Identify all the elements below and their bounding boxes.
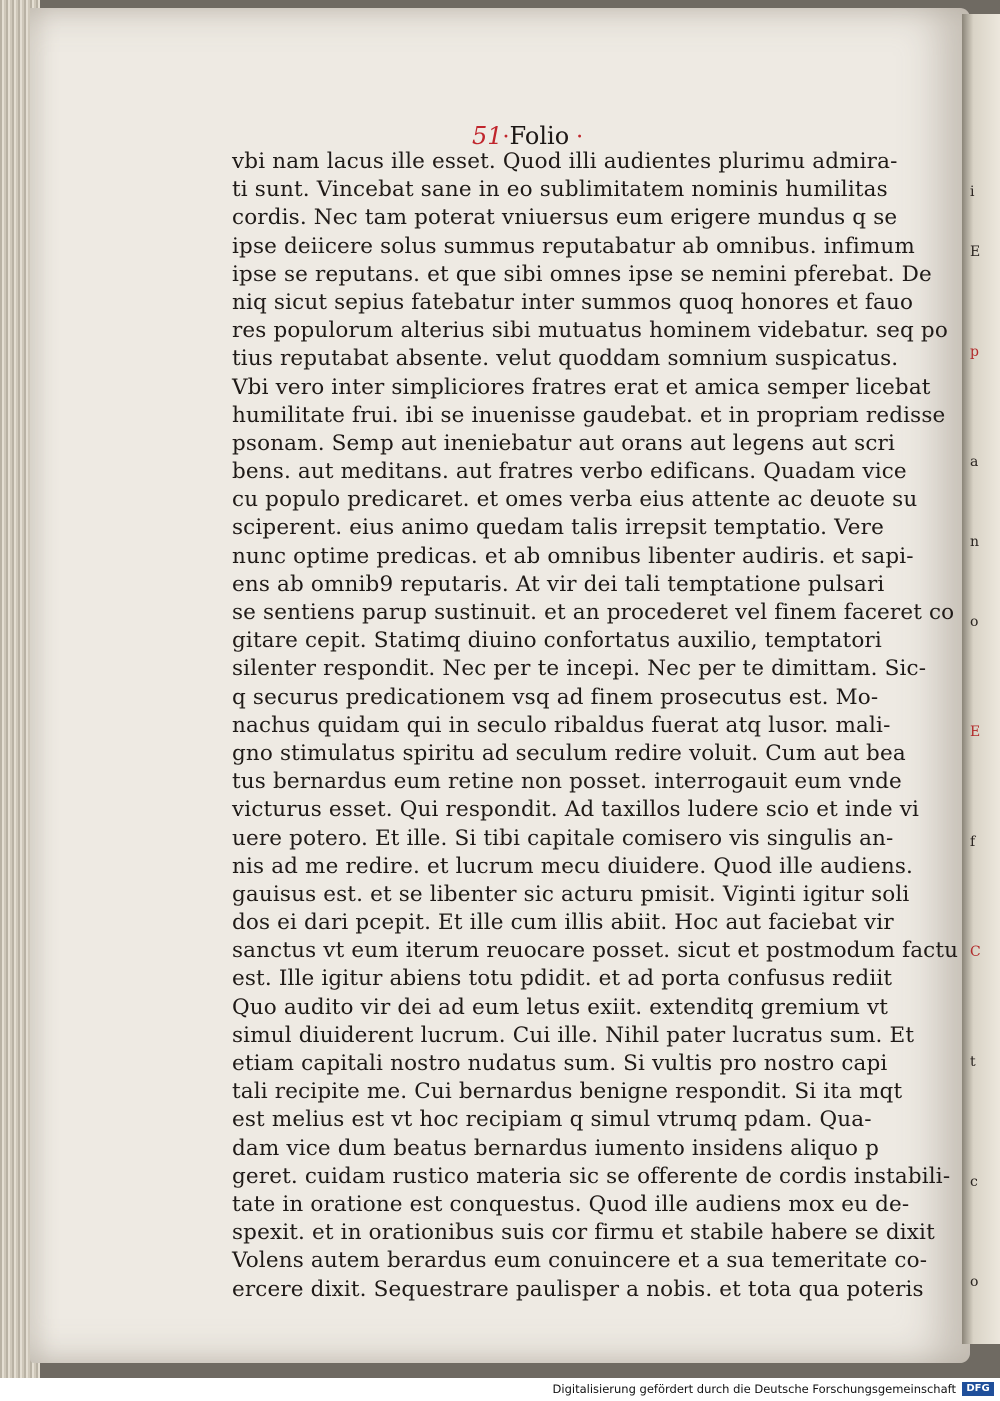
text-line: etiam capitali nostro nudatus sum. Si vultis pro nostro capi <box>232 1051 888 1076</box>
text-line: dos ei dari pcepit. Et ille cum illis abiit. Hoc aut faciebat vir <box>232 910 894 936</box>
text-line: Vbi vero inter simpliciores fratres erat et amica semper licebat <box>232 374 931 400</box>
text-line: victurus esset. Qui respondit. Ad taxillos ludere scio et inde vi <box>232 797 920 823</box>
text-line: simul diuiderent lucrum. Cui ille. Nihil pater lucratus sum. Et <box>232 1022 915 1048</box>
text-line: sciperent. eius animo quedam talis irrepsit temptatio. Vere <box>232 515 884 541</box>
text-line: ens ab omnib9 reputaris. At vir dei tali temptatione pulsari <box>232 571 885 597</box>
text-line: ercere dixit. Sequestrare paulisper a nobis. et tota qua poteris <box>232 1276 924 1302</box>
folio-label: Folio <box>509 122 570 150</box>
text-line: tali recipite me. Cui bernardus benigne respondit. Si ita mqt <box>232 1079 903 1105</box>
text-line: humilitate frui. ibi se inuenisse gaudebat. et in propriam redisse <box>232 402 946 428</box>
text-line: silenter respondit. Nec per te incepi. Nec per te dimittam. Sic- <box>232 656 927 682</box>
text-line: nachus quidam qui in seculo ribaldus fuerat atq lusor. mali- <box>232 712 891 738</box>
text-line: vbi nam lacus ille esset. Quod illi audientes plurimu admira- <box>232 149 898 174</box>
text-line: tate in oratione est conquestus. Quod ille audiens mox eu de- <box>232 1191 910 1217</box>
text-line: sanctus vt eum iterum reuocare posset. sicut et postmodum factu <box>232 938 959 964</box>
text-line: ipse se reputans. et que sibi omnes ipse se nemini pferebat. De <box>232 261 932 287</box>
text-line: geret. cuidam rustico materia sic se offerente de cordis instabili- <box>232 1163 951 1189</box>
text-line: ipse deiicere solus summus reputabatur ab omnibus. infimum <box>232 233 915 259</box>
text-line: tus bernardus eum retine non posset. interrogauit eum vnde <box>232 769 902 795</box>
text-line: est. Ille igitur abiens totu pdidit. et ad porta confusus rediit <box>232 966 893 992</box>
text-line: uere potero. Et ille. Si tibi capitale comisero vis singulis an- <box>232 825 894 851</box>
text-line: q securus predicationem vsq ad finem prosecutus est. Mo- <box>232 684 879 710</box>
text-line: nis ad me redire. et lucrum mecu diuidere. Quod ille audiens. <box>232 853 914 879</box>
text-line: gauisus est. et se libenter sic acturu pmisit. Viginti igitur soli <box>232 881 910 907</box>
folio-header: 51·Folio · <box>472 122 584 150</box>
text-line: gitare cepit. Statimq diuino confortatus auxilio, temptatori <box>232 628 882 654</box>
text-line: dam vice dum beatus bernardus iumento insidens aliquo p <box>232 1135 880 1161</box>
footer-credit: Digitalisierung gefördert durch die Deutsche Forschungsgemeinschaft <box>552 1382 956 1396</box>
text-line: bens. aut meditans. aut fratres verbo edificans. Quadam vice <box>232 459 907 485</box>
text-line: gno stimulatus spiritu ad seculum redire voluit. Cum aut bea <box>232 740 906 766</box>
dfg-logo: DFG <box>962 1382 994 1396</box>
text-line: niq sicut sepius fatebatur inter summos quoq honores et fauo <box>232 289 914 315</box>
text-line: Volens autem berardus eum conuincere et a sua temeritate co- <box>232 1248 928 1274</box>
text-line: nunc optime predicas. et ab omnibus libenter audiris. et sapi- <box>232 543 914 569</box>
text-line: tius reputabat absente. velut quoddam somnium suspicatus. <box>232 346 899 372</box>
text-line: psonam. Semp aut ineniebatur aut orans aut legens aut scri <box>232 430 896 456</box>
text-line: spexit. et in orationibus suis cor firmu et stabile habere se dixit <box>232 1220 935 1246</box>
text-line: Quo audito vir dei ad eum letus exiit. extenditq gremium vt <box>232 994 889 1020</box>
folio-number: 51 <box>472 122 503 150</box>
text-line: cu populo predicaret. et omes verba eius attente ac deuote su <box>232 487 918 513</box>
text-line: ti sunt. Vincebat sane in eo sublimitatem nominis humilitas <box>232 177 888 203</box>
text-line: res populorum alterius sibi mutuatus hominem videbatur. seq po <box>232 318 948 344</box>
footer <box>0 1378 1000 1401</box>
text-line: est melius est vt hoc recipiam q simul vtrumq pdam. Qua- <box>232 1107 872 1133</box>
text-line: cordis. Nec tam poterat vniuersus eum erigere mundus q se <box>232 205 898 231</box>
text-line: se sentiens parup sustinuit. et an procederet vel finem faceret co <box>232 600 955 625</box>
text-column <box>232 148 959 1304</box>
facing-page-edge: i E p a n o E f C t c o <box>962 14 1000 1344</box>
